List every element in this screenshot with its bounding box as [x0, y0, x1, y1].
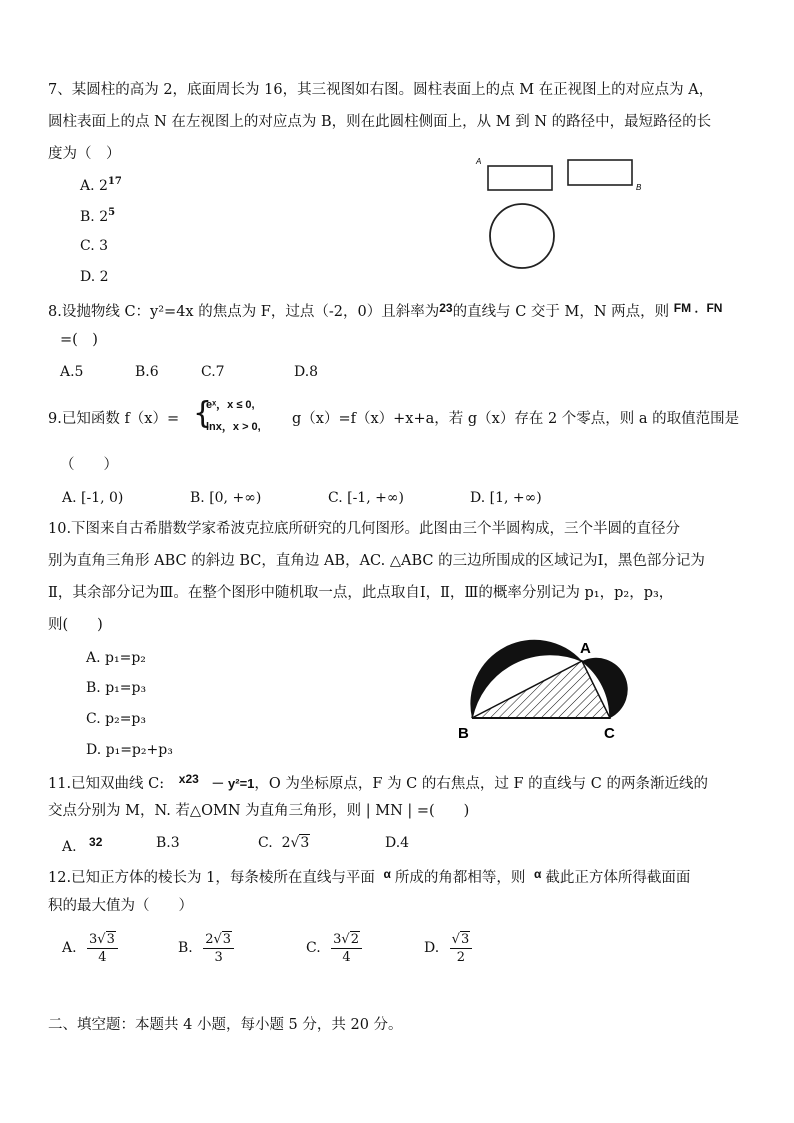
q7-option-d: D. 2: [80, 269, 109, 285]
q9-part1: 9.已知函数 f（x）=: [48, 411, 180, 427]
q11-option-a: A. 32: [62, 835, 103, 855]
q10-fig-label-b: B: [458, 725, 469, 742]
q7-three-view-figure: [470, 150, 650, 275]
q9-option-d: D. [1, +∞): [470, 490, 542, 506]
q9-option-a: A. [-1, 0): [62, 490, 124, 506]
q7-fig-label-b: B: [636, 183, 642, 192]
q12-option-b: B. $\frac{2√3}{3}$: [178, 932, 234, 965]
q12-line2: 积的最大值为（ ）: [48, 898, 193, 914]
q10-line3: Ⅱ，其余部分记为Ⅲ。在整个图形中随机取一点，此点取自Ⅰ，Ⅱ，Ⅲ的概率分别记为 p₁，p₂，p₃，: [48, 585, 674, 601]
q9-option-b: B. [0, +∞): [190, 490, 262, 506]
q7-option-a: A. $2^{17}$: [80, 176, 122, 194]
q10-line1: 10.下图来自古希腊数学家希波克拉底所研究的几何图形。此图由三个半圆构成，三个半圆的直径分: [48, 521, 681, 537]
q12-option-d: D. $\frac{√3}{2}$: [424, 932, 472, 965]
q8-option-c: C.7: [201, 364, 225, 380]
q8-line1: 8.设抛物线 C：y²=4x 的焦点为 F，过点（-2，0）且斜率为$^{23}$的直线与 C 交于 M，N 两点，则 $^{FM .FN}$: [48, 301, 723, 320]
q8-option-b: B.6: [135, 364, 159, 380]
q10-fig-label-c: C: [604, 725, 615, 742]
q9-line2: （ ）: [60, 457, 118, 473]
q7-option-b: B. $2^5$: [80, 207, 116, 225]
q7-option-c: C. 3: [80, 238, 109, 254]
q8-line2: =( ): [60, 332, 98, 348]
q10-option-c: C. p₂=p₃: [86, 711, 146, 727]
q10-option-d: D. p₁=p₂+p₃: [86, 742, 173, 758]
q10-fig-label-a: A: [580, 640, 591, 657]
q10-hippocrates-lunes-figure: [452, 620, 652, 745]
q9-part2: g（x）=f（x）+x+a，若 g（x）存在 2 个零点，则 a 的取值范围是: [292, 411, 740, 427]
q8-option-d: D.8: [294, 364, 319, 380]
q9-brace: {: [193, 396, 213, 431]
alpha-symbol-1: α: [383, 867, 391, 881]
q7-line2: 圆柱表面上的点 N 在左视图上的对应点为 B，则在此圆柱侧面上，从 M 到 N 的路径中，最短路径的长: [48, 114, 712, 130]
q11-line2: 交点分别为 M，N. 若△OMN 为直角三角形，则 | MN | =( ): [48, 803, 470, 819]
q11-option-b: B.3: [156, 835, 180, 851]
q8-option-a: A.5: [60, 364, 84, 380]
q10-option-b: B. p₁=p₃: [86, 680, 147, 696]
q10-line4: 则( ): [48, 617, 103, 633]
q10-option-a: A. p₁=p₂: [86, 650, 146, 666]
q7-line3: 度为（ ）: [48, 146, 121, 162]
q11-line1: 11.已知双曲线 C: $^{x23}$ － y²=1，O 为坐标原点，F 为 C 的右焦点，过 F 的直线与 C 的两条渐近线的: [48, 772, 708, 792]
q9-option-c: C. [-1, +∞): [328, 490, 404, 506]
q9-piece1: eˣ，x ≤ 0,: [206, 399, 255, 411]
q7-line1: 7、某圆柱的高为 2，底面周长为 16，其三视图如右图。圆柱表面上的点 M 在正视图上的对应点为 A，: [48, 82, 714, 98]
q11-option-d: D.4: [385, 835, 410, 851]
q9-piece2: lnx，x > 0,: [206, 421, 261, 433]
q12-option-a: A. $\frac{3√3}{4}$: [62, 932, 118, 965]
q12-line1: 12.已知正方体的棱长为 1，每条棱所在直线与平面 $^\alpha$ 所成的角都相等，则 $^\alpha$ 截此正方体所得截面面: [48, 867, 691, 886]
alpha-symbol-2: α: [534, 867, 542, 881]
q10-line2: 别为直角三角形 ABC 的斜边 BC，直角边 AB，AC. △ABC 的三边所围成的区域记为Ⅰ，黑色部分记为: [48, 553, 705, 569]
q7-fig-label-a: A: [476, 157, 482, 166]
q12-option-c: C. $\frac{3√2}{4}$: [306, 932, 362, 965]
q11-option-c: C. 2√3: [258, 835, 310, 851]
section-2-heading: 二、填空题：本题共 4 小题，每小题 5 分，共 20 分。: [48, 1017, 403, 1033]
